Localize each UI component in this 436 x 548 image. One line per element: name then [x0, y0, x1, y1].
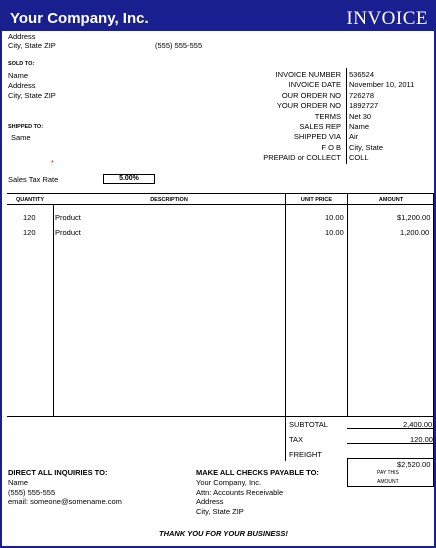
row2-desc[interactable]: Product — [55, 228, 81, 237]
inquiries-label: DIRECT ALL INQUIRIES TO: — [8, 468, 108, 477]
shipped-to-label: SHIPPED TO: — [8, 124, 44, 130]
detail-label-our-order: OUR ORDER NO — [281, 91, 341, 100]
detail-label-invoice-date: INVOICE DATE — [288, 80, 341, 89]
total-value: $2,520.00 — [397, 460, 431, 469]
detail-label-sales-rep: SALES REP — [299, 122, 341, 131]
detail-value-shipped-via: Air — [349, 132, 359, 141]
detail-label-terms: TERMS — [314, 112, 341, 121]
invoice-header — [2, 2, 434, 31]
detail-value-prepaid-collect: COLL — [349, 153, 369, 162]
table-bottom-divider — [7, 416, 434, 417]
details-divider — [346, 68, 347, 164]
checks-company: Your Company, Inc. — [196, 478, 262, 487]
detail-value-fob: City, State — [349, 143, 384, 152]
inquiries-phone: (555) 555-555 — [8, 488, 56, 497]
pay-this-label: PAY THIS — [377, 470, 399, 476]
company-phone: (555) 555-555 — [155, 41, 203, 50]
header-quantity: QUANTITY — [15, 197, 45, 203]
col-divider-2 — [285, 194, 286, 461]
asterisk-mark: * — [51, 160, 54, 167]
row1-qty[interactable]: 120 — [23, 213, 36, 222]
checks-attn: Attn: Accounts Receivable — [196, 488, 284, 497]
detail-value-your-order: 1892727 — [349, 101, 379, 110]
sold-to-city-state-zip: City, State ZIP — [8, 91, 56, 100]
header-unit-price: UNIT PRICE — [300, 197, 333, 203]
tax-label: TAX — [289, 435, 304, 444]
header-amount: AMOUNT — [378, 197, 404, 203]
sold-to-name: Name — [8, 71, 29, 80]
sales-tax-rate[interactable]: 5.00% — [103, 174, 155, 184]
freight-label: FREIGHT — [289, 450, 322, 459]
amount-label: AMOUNT — [377, 479, 399, 485]
col-divider-3 — [347, 194, 348, 417]
detail-value-sales-rep: Name — [349, 122, 370, 131]
detail-value-invoice-date: November 10, 2011 — [349, 80, 415, 89]
table-header-divider — [7, 204, 434, 205]
subtotal-value: 2,400.00 — [403, 420, 433, 429]
sales-tax-label: Sales Tax Rate — [8, 175, 59, 184]
inquiries-email[interactable]: email: someone@somename.com — [8, 497, 122, 506]
row2-qty[interactable]: 120 — [23, 228, 36, 237]
thank-you-message: THANK YOU FOR YOUR BUSINESS! — [159, 529, 288, 538]
header-description: DESCRIPTION — [150, 197, 188, 203]
checks-city-state-zip: City, State ZIP — [196, 507, 244, 516]
row2-price[interactable]: 10.00 — [325, 228, 344, 237]
row2-amount[interactable]: 1,200.00 — [400, 228, 430, 237]
detail-label-your-order: YOUR ORDER NO — [276, 101, 341, 110]
detail-label-prepaid-collect: PREPAID or COLLECT — [263, 153, 341, 162]
inquiries-name: Name — [8, 478, 29, 487]
company-city-state-zip: City, State ZIP — [8, 41, 56, 50]
detail-label-invoice-number: INVOICE NUMBER — [275, 70, 341, 79]
detail-value-our-order: 726278 — [349, 91, 375, 100]
checks-label: MAKE ALL CHECKS PAYABLE TO: — [196, 468, 319, 477]
row1-desc[interactable]: Product — [55, 213, 81, 222]
row1-price[interactable]: 10.00 — [325, 213, 344, 222]
row1-amount[interactable]: $1,200.00 — [397, 213, 431, 222]
tax-value: 120.00 — [410, 435, 433, 444]
invoice-title: INVOICE — [346, 8, 428, 29]
sold-to-address: Address — [8, 81, 36, 90]
detail-value-terms: Net 30 — [349, 112, 372, 121]
sold-to-label: SOLD TO: — [8, 61, 35, 67]
company-address: Address — [8, 32, 36, 41]
detail-label-shipped-via: SHIPPED VIA — [293, 132, 341, 141]
company-name: Your Company, Inc. — [10, 10, 149, 27]
shipped-to-value: Same — [11, 133, 31, 142]
table-right-border — [433, 194, 434, 461]
checks-address: Address — [196, 497, 224, 506]
col-divider-1 — [53, 204, 54, 417]
subtotal-label: SUBTOTAL — [289, 420, 328, 429]
detail-label-fob: F O B — [321, 143, 341, 152]
detail-value-invoice-number: 536524 — [349, 70, 375, 79]
items-table — [7, 193, 434, 460]
